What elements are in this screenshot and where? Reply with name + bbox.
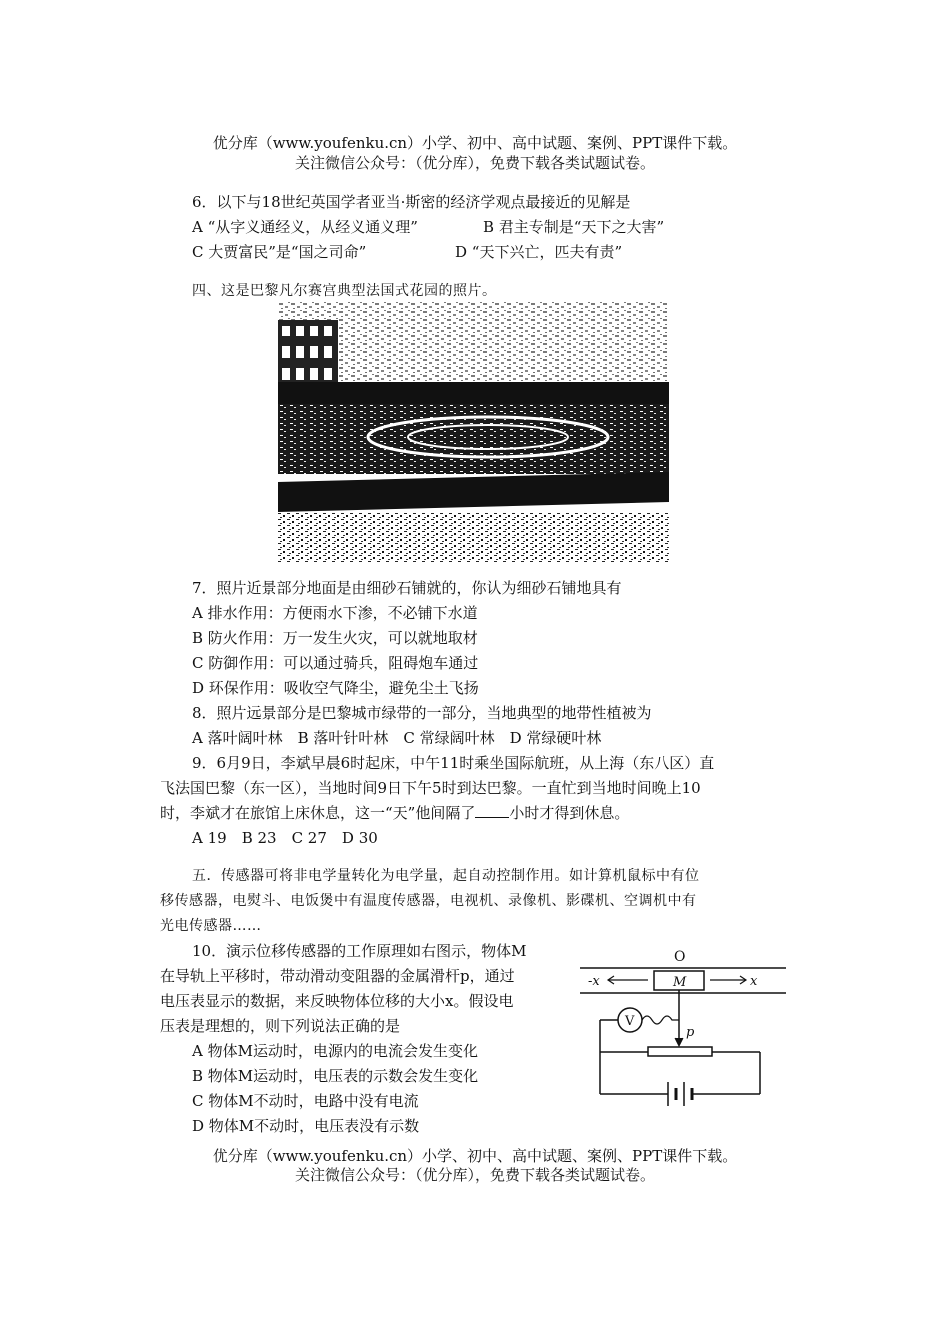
q7-stem: 7．照片近景部分地面是由细砂石铺就的，你认为细砂石铺地具有 <box>192 579 622 597</box>
q10-line-3: 电压表显示的数据，来反映物体位移的大小x。假设电 <box>160 992 514 1010</box>
footer-line-1: 优分库（www.youfenku.cn）小学、初中、高中试题、案例、PPT课件下载。 <box>212 1147 738 1165</box>
q9-options: A 19 B 23 C 27 D 30 <box>192 829 378 847</box>
q9-line-1: 9．6月9日，李斌早晨6时起床，中午11时乘坐国际航班，从上海（东八区）直 <box>192 754 715 772</box>
section-5-line-2: 移传感器，电熨斗、电饭煲中有温度传感器，电视机、录像机、影碟机、空调机中有 <box>160 893 697 909</box>
slider-label: p <box>686 1025 695 1040</box>
q6-option-a: A “从字义通经义，从经义通义理” <box>192 218 418 236</box>
q9-line-2: 飞法国巴黎（东一区），当地时间9日下午5时到达巴黎。一直忙到当地时间晚上10 <box>160 779 701 797</box>
q10-option-b: B 物体M运动时，电压表的示数会发生变化 <box>192 1067 479 1085</box>
q10-option-a: A 物体M运动时，电源内的电流会发生变化 <box>192 1042 478 1060</box>
q10-line-1: 10．演示位移传感器的工作原理如右图示，物体M <box>192 942 527 960</box>
q10-line-2: 在导轨上平移时，带动滑动变阻器的金属滑杆p，通过 <box>160 967 515 985</box>
q7-option-b: B 防火作用：万一发生火灾，可以就地取材 <box>192 629 478 647</box>
q9-line-3-text: 时，李斌才在旅馆上床休息，这一“天”他间隔了 <box>160 804 476 822</box>
voltmeter-label: V <box>625 1014 635 1029</box>
rheostat <box>648 1047 712 1056</box>
q6-option-c: C 大贾富民”是“国之司命” <box>192 243 367 261</box>
q8-stem: 8．照片远景部分是巴黎城市绿带的一部分，当地典型的地带性植被为 <box>192 704 652 722</box>
section-5-line-1: 五．传感器可将非电学量转化为电学量，起自动控制作用。如计算机鼠标中有位 <box>192 868 700 884</box>
q7-option-d: D 环保作用：吸收空气降尘，避免尘土飞扬 <box>192 679 479 697</box>
header-line-2: 关注微信公众号：（优分库），免费下载各类试题试卷。 <box>294 154 655 172</box>
q6-option-d: D “天下兴亡，匹夫有责” <box>455 243 623 261</box>
slider-arrow-icon <box>675 1038 683 1046</box>
q10-line-4: 压表是理想的，则下列说法正确的是 <box>160 1017 401 1035</box>
q7-option-c: C 防御作用：可以通过骑兵，阻碍炮车通过 <box>192 654 479 672</box>
mass-label: M <box>673 975 687 990</box>
q8-options: A 落叶阔叶林 B 落叶针叶林 C 常绿阔叶林 D 常绿硬叶林 <box>192 729 602 747</box>
battery-icon <box>668 1082 692 1106</box>
footer-line-2: 关注微信公众号：（优分库），免费下载各类试题试卷。 <box>294 1166 655 1184</box>
q6-stem: 6．以下与18世纪英国学者亚当·斯密的经济学观点最接近的见解是 <box>192 193 631 211</box>
origin-label: O <box>674 949 686 965</box>
q9-line-3-tail: 小时才得到休息。 <box>509 804 630 822</box>
neg-x-label: -x <box>588 974 600 989</box>
q10-option-c: C 物体M不动时，电路中没有电流 <box>192 1092 419 1110</box>
q6-option-b: B 君主专制是“天下之大害” <box>483 218 665 236</box>
q10-option-d: D 物体M不动时，电压表没有示数 <box>192 1117 420 1135</box>
pos-x-label: x <box>750 974 758 989</box>
answer-blank <box>475 803 509 818</box>
q7-option-a: A 排水作用：方便雨水下渗，不必铺下水道 <box>192 604 478 622</box>
section-5-line-3: 光电传感器…… <box>160 918 262 934</box>
displacement-sensor-diagram <box>578 944 788 1114</box>
q9-line-3 <box>160 803 629 823</box>
header-line-1: 优分库（www.youfenku.cn）小学、初中、高中试题、案例、PPT课件下载。 <box>212 134 738 152</box>
versailles-garden-photo <box>278 302 669 562</box>
section-4-title: 四、这是巴黎凡尔赛宫典型法国式花园的照片。 <box>192 283 497 299</box>
